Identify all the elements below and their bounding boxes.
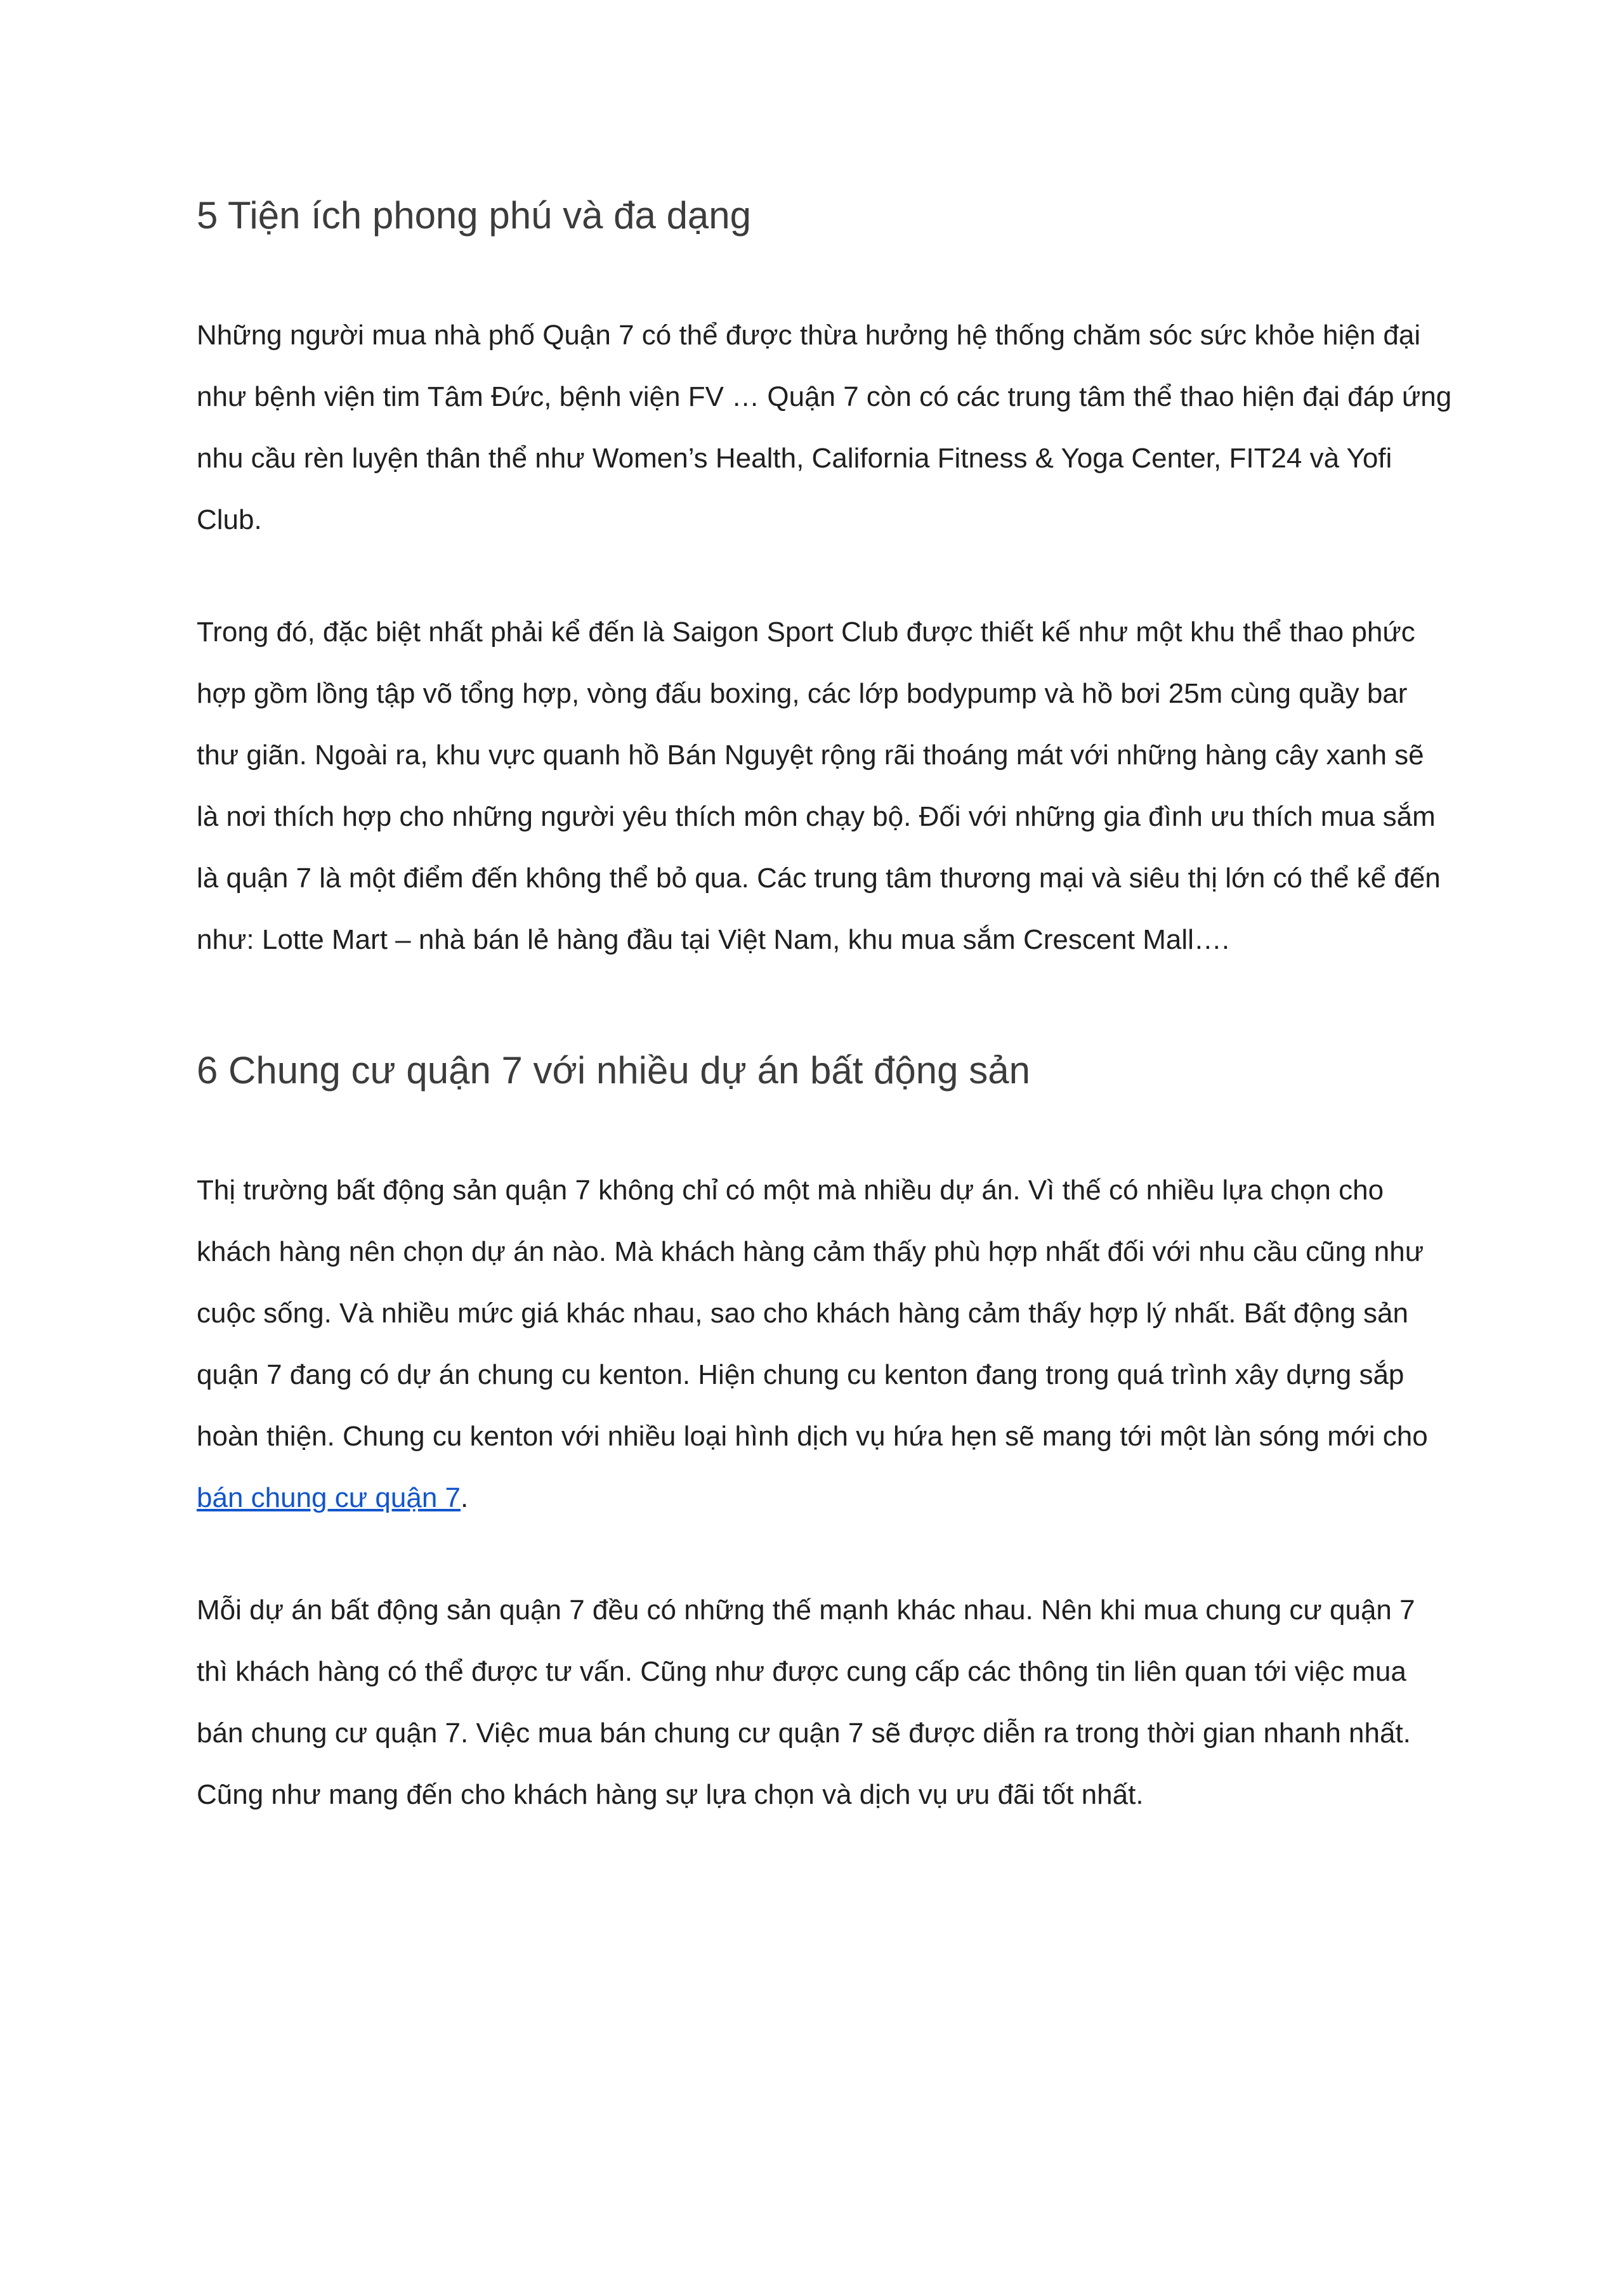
- section-6-paragraph-2: Mỗi dự án bất động sản quận 7 đều có những thế mạnh khác nhau. Nên khi mua chung cư quận 7 thì khách hàng có thể được tư vấn. Cũng như được cung cấp các thông tin liên quan tới việc mua bán chung cư quận 7. Việc mua bán chung cư quận 7 sẽ được diễn ra trong thời gian nhanh nhất. Cũng như mang đến cho khách hàng sự lựa chọn và dịch vụ ưu đãi tốt nhất.: [197, 1595, 1415, 1810]
- section-5-heading: 5 Tiện ích phong phú và đa dạng: [197, 194, 752, 237]
- document-body: [197, 190, 1453, 1825]
- section-5-paragraph-2: Trong đó, đặc biệt nhất phải kể đến là Saigon Sport Club được thiết kế như một khu thể thao phức hợp gồm lồng tập võ tổng hợp, vòng đấu boxing, các lớp bodypump và hồ bơi 25m cùng quầy bar thư giãn. Ngoài ra, khu vực quanh hồ Bán Nguyệt rộng rãi thoáng mát với những hàng cây xanh sẽ là nơi thích hợp cho những người yêu thích môn chạy bộ. Đối với những gia đình ưu thích mua sắm là quận 7 là một điểm đến không thể bỏ qua. Các trung tâm thương mại và siêu thị lớn có thể kể đến như: Lotte Mart – nhà bán lẻ hàng đầu tại Việt Nam, khu mua sắm Crescent Mall….: [197, 616, 1441, 955]
- section-6-paragraph-1-end: .: [461, 1482, 469, 1513]
- section-6-paragraph-1: [197, 1159, 1453, 1529]
- apartment-sale-link[interactable]: bán chung cư quận 7: [197, 1482, 461, 1513]
- section-6-paragraph-1-text: Thị trường bất động sản quận 7 không chỉ có một mà nhiều dự án. Vì thế có nhiều lựa chọn cho khách hàng nên chọn dự án nào. Mà khách hàng cảm thấy phù hợp nhất đối với nhu cầu cũng như cuộc sống. Và nhiều mức giá khác nhau, sao cho khách hàng cảm thấy hợp lý nhất. Bất động sản quận 7 đang có dự án chung cu kenton. Hiện chung cu kenton đang trong quá trình xây dựng sắp hoàn thiện. Chung cu kenton với nhiều loại hình dịch vụ hứa hẹn sẽ mang tới một làn sóng mới cho: [197, 1175, 1428, 1452]
- section-6-heading: 6 Chung cư quận 7 với nhiều dự án bất động sản: [197, 1049, 1030, 1092]
- section-5-paragraph-1: Những người mua nhà phố Quận 7 có thể được thừa hưởng hệ thống chăm sóc sức khỏe hiện đại như bệnh viện tim Tâm Đức, bệnh viện FV … Quận 7 còn có các trung tâm thể thao hiện đại đáp ứng nhu cầu rèn luyện thân thể như Women’s Health, California Fitness & Yoga Center, FIT24 và Yofi Club.: [197, 320, 1452, 535]
